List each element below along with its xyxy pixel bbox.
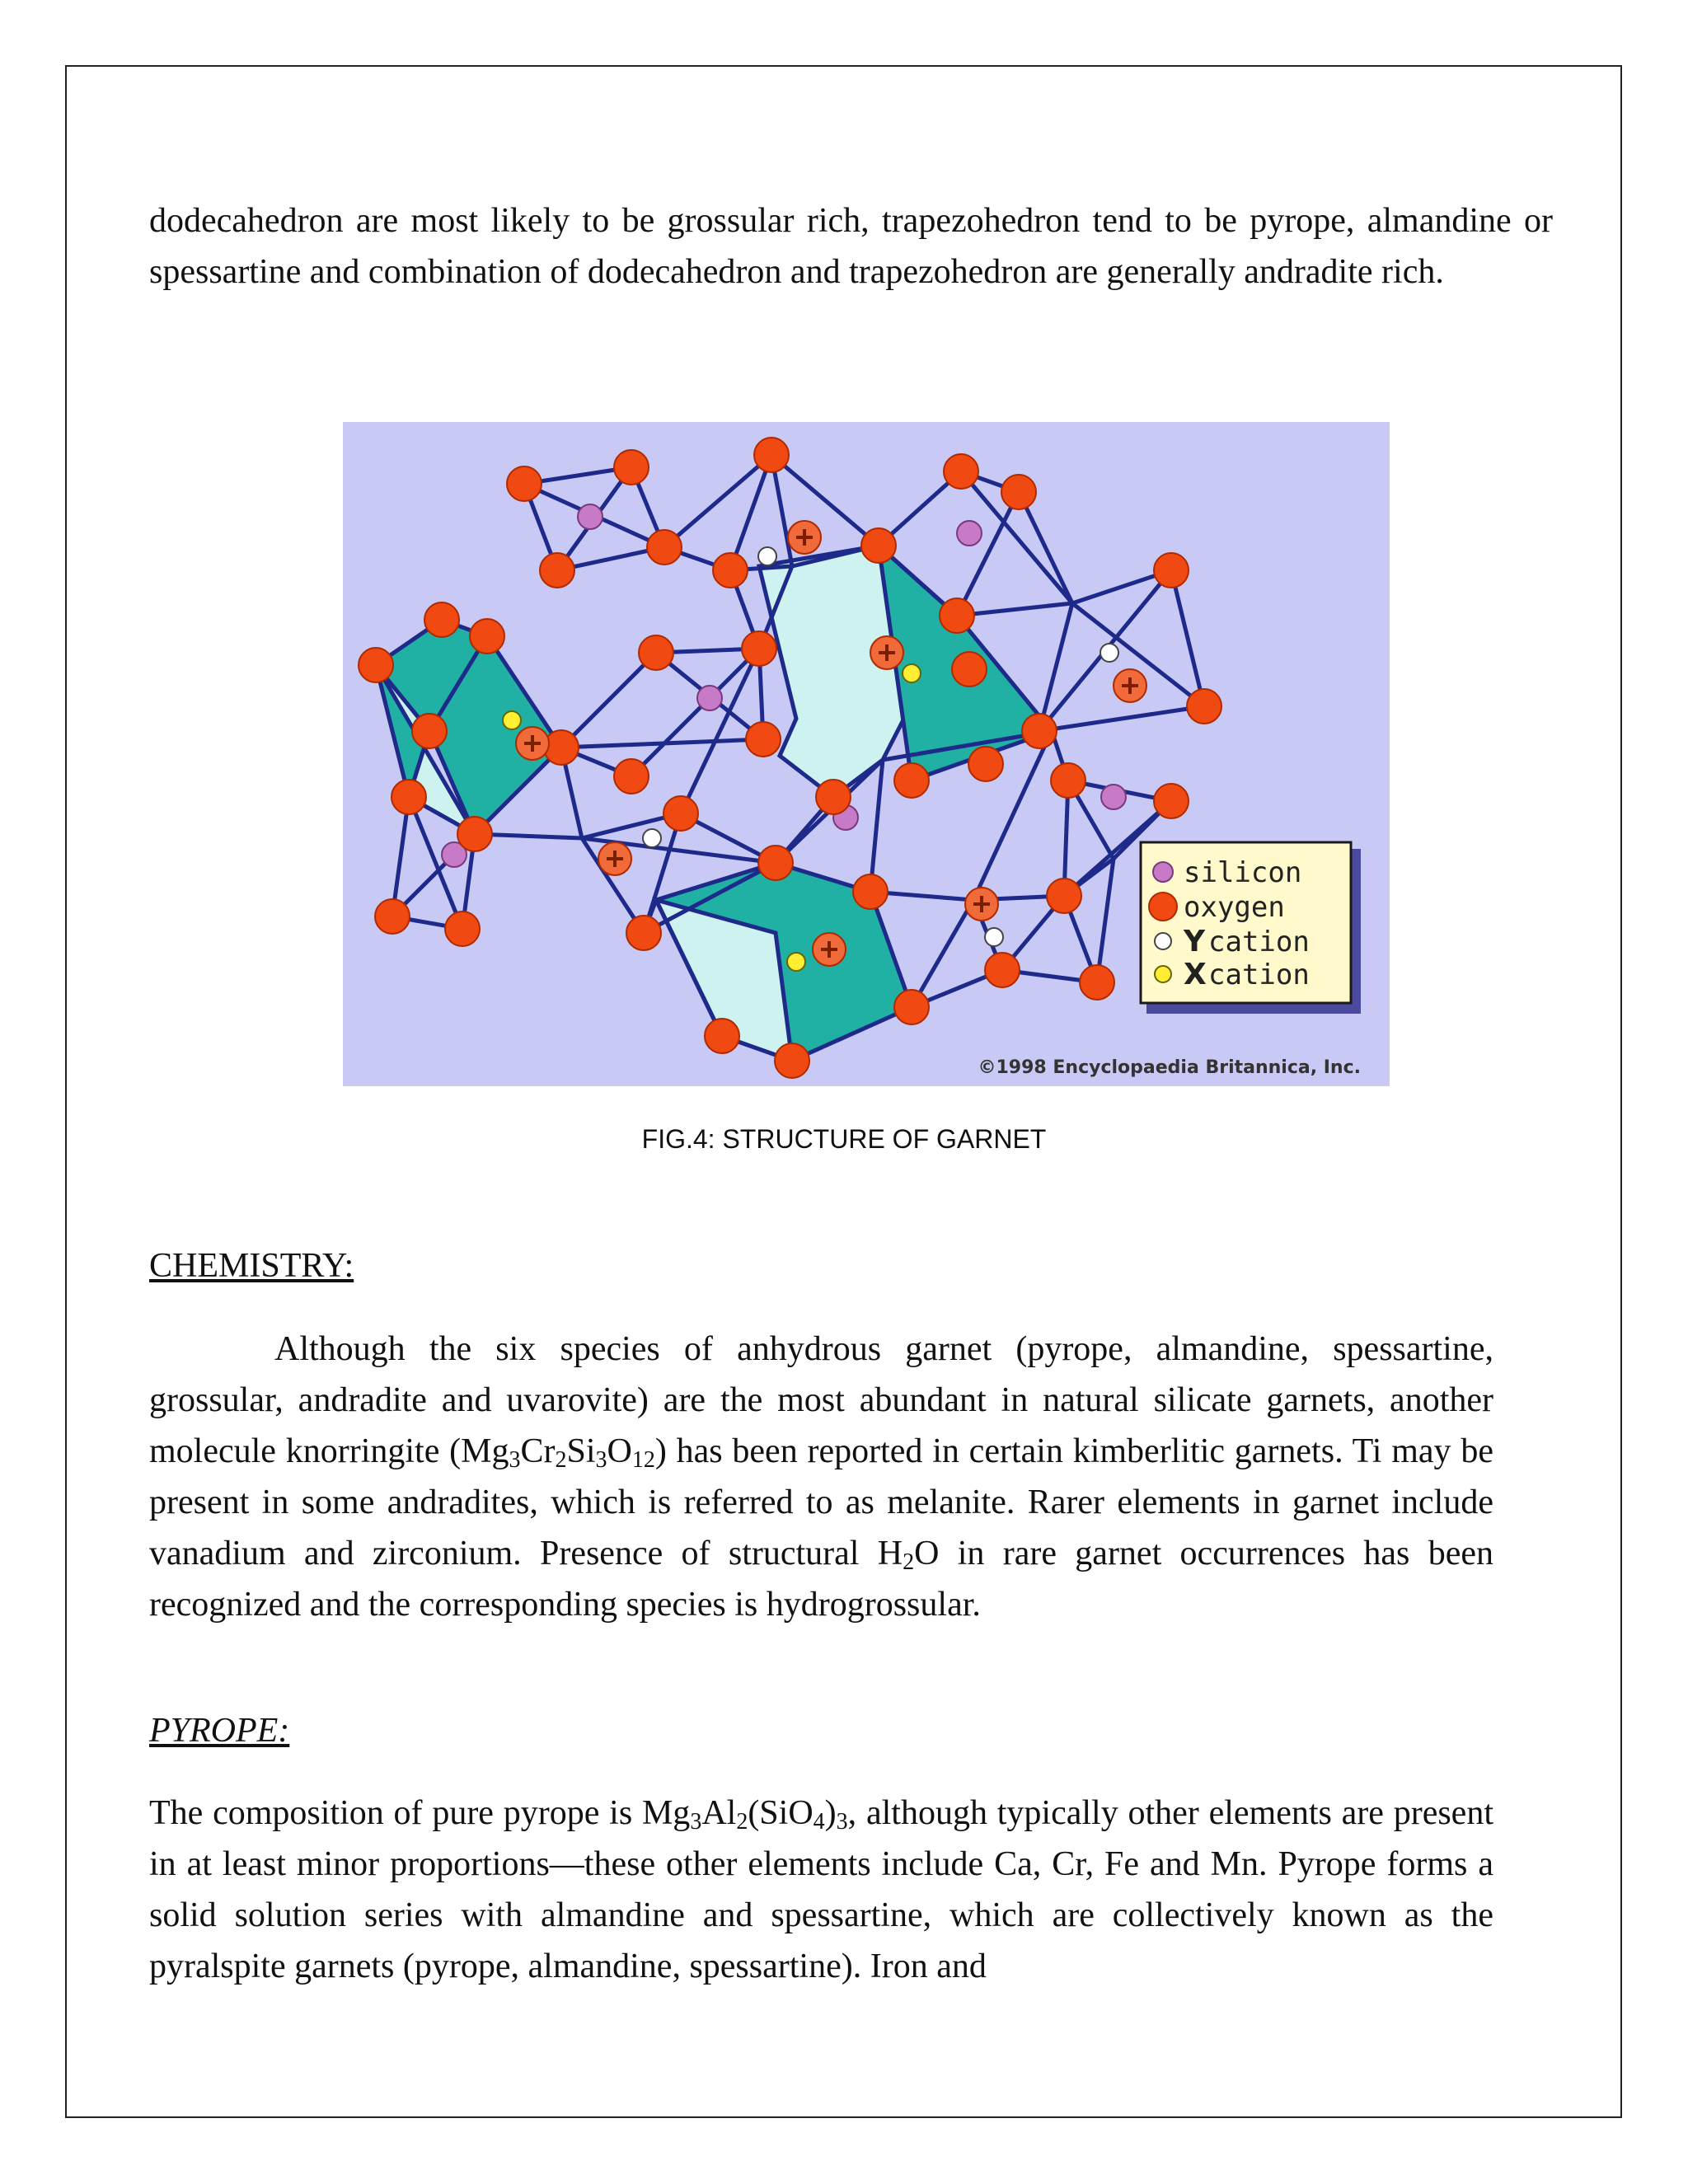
oxygen-atom — [614, 759, 649, 794]
oxygen-atom — [457, 817, 492, 851]
oxygen-atom — [758, 846, 793, 880]
oxygen-atom — [470, 619, 504, 654]
oxygen-atom — [894, 990, 929, 1024]
oxygen-atom — [359, 648, 393, 682]
pyrope-heading: PYROPE: — [149, 1712, 290, 1750]
oxygen-atom — [445, 912, 480, 946]
legend-silicon-swatch — [1153, 862, 1173, 882]
oxygen-atom — [940, 598, 974, 633]
oxygen-atom — [1187, 689, 1221, 724]
oxygen-atom — [639, 635, 673, 670]
cross-atom — [598, 842, 631, 875]
legend — [1141, 842, 1361, 1014]
oxygen-atom — [754, 438, 789, 472]
cross-atom — [788, 521, 821, 554]
oxygen-atom — [816, 780, 851, 814]
intro-paragraph: dodecahedron are most likely to be grossular rich, trapezohedron tend to be pyrope, almandine or spessartine and combination of dodecahedron and trapezohedron are generally andradite rich. — [149, 202, 1553, 291]
oxygen-atom — [1154, 553, 1189, 588]
chemistry-heading: CHEMISTRY: — [149, 1247, 354, 1285]
oxygen-atom — [894, 763, 929, 798]
legend-silicon-label: silicon — [1184, 856, 1302, 889]
oxygen-atom — [968, 747, 1003, 781]
oxygen-atom — [944, 454, 978, 489]
y-cation — [643, 829, 661, 847]
x-cation — [787, 953, 805, 971]
oxygen-atom — [540, 553, 574, 588]
oxygen-atom — [853, 874, 888, 909]
oxygen-atom — [424, 602, 459, 637]
oxygen-atom — [647, 530, 682, 565]
oxygen-atom — [952, 652, 987, 687]
oxygen-atom — [775, 1043, 809, 1078]
y-cation — [985, 928, 1003, 946]
oxygen-atom — [1022, 714, 1057, 748]
legend-x-cation-label: cation — [1208, 958, 1310, 991]
legend-x-swatch — [1155, 966, 1171, 982]
silicon-atom — [1101, 785, 1126, 809]
legend-y-letter: Y — [1184, 925, 1206, 958]
oxygen-atom — [1080, 965, 1114, 1000]
oxygen-atom — [507, 466, 542, 501]
y-cation — [1100, 644, 1118, 662]
cross-atom — [813, 933, 846, 966]
figure-copyright: ©1998 Encyclopaedia Britannica, Inc. — [978, 1057, 1361, 1078]
garnet-structure-figure — [343, 422, 1390, 1086]
legend-y-cation-label: cation — [1208, 926, 1310, 958]
oxygen-atom — [861, 528, 896, 563]
oxygen-atom — [746, 722, 781, 757]
oxygen-atom — [742, 631, 776, 666]
oxygen-atom — [705, 1019, 739, 1053]
cross-atom — [965, 888, 998, 921]
silicon-atom — [697, 686, 722, 710]
oxygen-atom — [663, 796, 698, 831]
oxygen-atom — [626, 916, 661, 950]
cross-atom — [870, 636, 903, 669]
cross-atom — [1114, 669, 1146, 702]
y-cation — [758, 547, 776, 565]
oxygen-atom — [1051, 763, 1085, 798]
cross-atom — [516, 727, 549, 760]
legend-y-swatch — [1155, 933, 1171, 949]
x-cation — [503, 711, 521, 729]
oxygen-atom — [1001, 475, 1036, 509]
oxygen-atom — [713, 553, 748, 588]
chemistry-paragraph: Although the six species of anhydrous garnet (pyrope, almandine, spessartine, grossular, andradite and uvarovite) are the most abundant in natural silicate garnets, another molecule knorringite $(Mg_3Cr_2Si_3O_{12})$ has been reported in certain kimberlitic garnets. Ti may be present in some andradites, which is referred to as melanite. Rarer elements in garnet include vanadium and zirconium. Presence of structural $H_2O$ in rare garnet occurrences has been recognized and the corresponding species is hydrogrossular. — [149, 1330, 1493, 1624]
oxygen-atom — [985, 953, 1020, 987]
garnet-structure-diagram — [343, 422, 1390, 1086]
silicon-atom — [578, 504, 603, 529]
legend-oxygen-label: oxygen — [1184, 891, 1285, 924]
oxygen-atom — [412, 714, 447, 748]
oxygen-atom — [392, 780, 426, 814]
oxygen-atom — [1154, 784, 1189, 818]
legend-oxygen-swatch — [1149, 893, 1177, 921]
legend-x-letter: X — [1184, 958, 1207, 991]
oxygen-atom — [375, 899, 410, 934]
oxygen-atom — [614, 450, 649, 485]
silicon-atom — [957, 521, 982, 546]
oxygen-atom — [1047, 879, 1081, 913]
pyrope-paragraph: The composition of pure pyrope is $Mg_3Al_2(SiO_4)_3$, although typically other elements are present in at least minor proportions—these other elements include Ca, Cr, Fe and Mn. Pyrope forms a solid solution series with almandine and spessartine, which are collectively known as the pyralspite garnets (pyrope, almandine, spessartine). Iron and — [149, 1794, 1493, 1985]
x-cation — [903, 664, 921, 682]
figure-caption: FIG.4: STRUCTURE OF GARNET — [641, 1124, 1047, 1154]
